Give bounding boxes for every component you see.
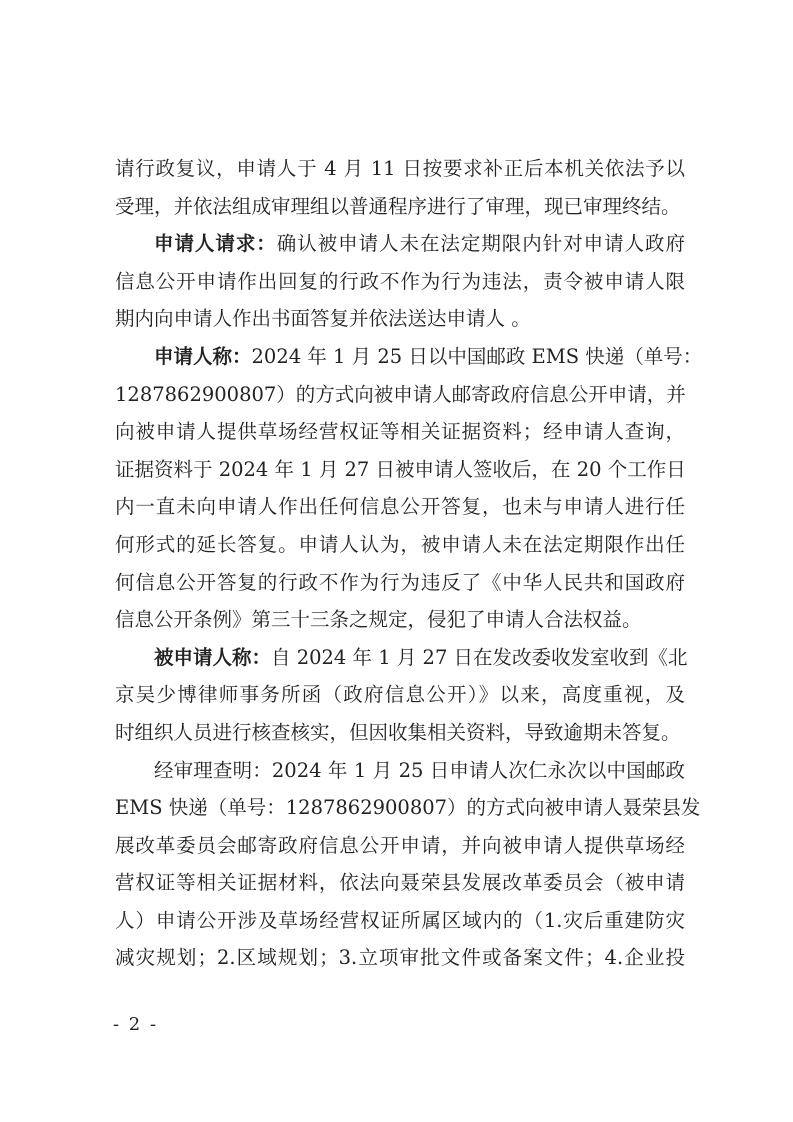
paragraph-findings: 经审理查明：2024 年 1 月 25 日申请人次仁永次以中国邮政 bbox=[154, 758, 685, 782]
paragraph-applicant-statement bbox=[115, 338, 703, 376]
text-line: 信息公开申请作出回复的行政不作为行为违法，责令被申请人限 bbox=[115, 269, 685, 293]
text-line: 1287862900807）的方式向被申请人邮寄政府信息公开申请，并 bbox=[115, 382, 686, 406]
paragraph-lead: 申请人称： bbox=[154, 344, 252, 368]
text-line: 京吴少博律师事务所函（政府信息公开）》以来，高度重视，及 bbox=[115, 683, 685, 707]
text-line: 证据资料于 2024 年 1 月 27 日被申请人签收后，在 20 个工作日 bbox=[115, 457, 686, 481]
text-line: 向被申请人提供草场经营权证等相关证据资料；经申请人查询， bbox=[115, 420, 685, 444]
document-body bbox=[115, 150, 703, 977]
text-line: EMS 快递（单号：1287862900807）的方式向被申请人聂荣县发 bbox=[115, 796, 701, 820]
text-line: 人）申请公开涉及草场经营权证所属区域内的（1.灾后重建防灾 bbox=[115, 908, 685, 932]
text-line: 何信息公开答复的行政不作为行为违反了《中华人民共和国政府 bbox=[115, 570, 685, 594]
text-line: 受理，并依法组成审理组以普通程序进行了审理，现已审理终结。 bbox=[115, 194, 681, 218]
text-line: 请行政复议，申请人于 4 月 11 日按要求补正后本机关依法予以 bbox=[115, 157, 685, 180]
text-line: 内一直未向申请人作出任何信息公开答复，也未与申请人进行任 bbox=[115, 495, 685, 519]
text-line: 时组织人员进行核查核实，但因收集相关资料，导致逾期未答复。 bbox=[115, 720, 681, 744]
text-span: 自 2024 年 1 月 27 日在发改委收发室收到《北 bbox=[271, 645, 688, 669]
text-line: 信息公开条例》第三十三条之规定，侵犯了申请人合法权益。 bbox=[115, 608, 642, 632]
paragraph-respondent-statement bbox=[115, 639, 688, 677]
paragraph-lead: 申请人请求： bbox=[154, 232, 277, 256]
text-span: 确认被申请人未在法定期限内针对申请人政府 bbox=[276, 232, 685, 256]
text-line: 营权证等相关证据材料，依法向聂荣县发展改革委员会（被申请 bbox=[115, 871, 685, 895]
text-line: 展改革委员会邮寄政府信息公开申请，并向被申请人提供草场经 bbox=[115, 833, 685, 857]
text-line: 期内向申请人作出书面答复并依法送达申请人 。 bbox=[115, 307, 531, 331]
text-line: 何形式的延长答复。申请人认为，被申请人未在法定期限作出任 bbox=[115, 532, 685, 556]
text-line: 减灾规划；2.区域规划；3.立项审批文件或备案文件；4.企业投 bbox=[115, 946, 685, 970]
page-number: - 2 - bbox=[113, 1014, 159, 1035]
paragraph-lead: 被申请人称： bbox=[154, 645, 272, 669]
paragraph-applicant-request bbox=[115, 225, 685, 263]
text-span: 2024 年 1 月 25 日以中国邮政 EMS 快递（单号： bbox=[251, 344, 703, 368]
